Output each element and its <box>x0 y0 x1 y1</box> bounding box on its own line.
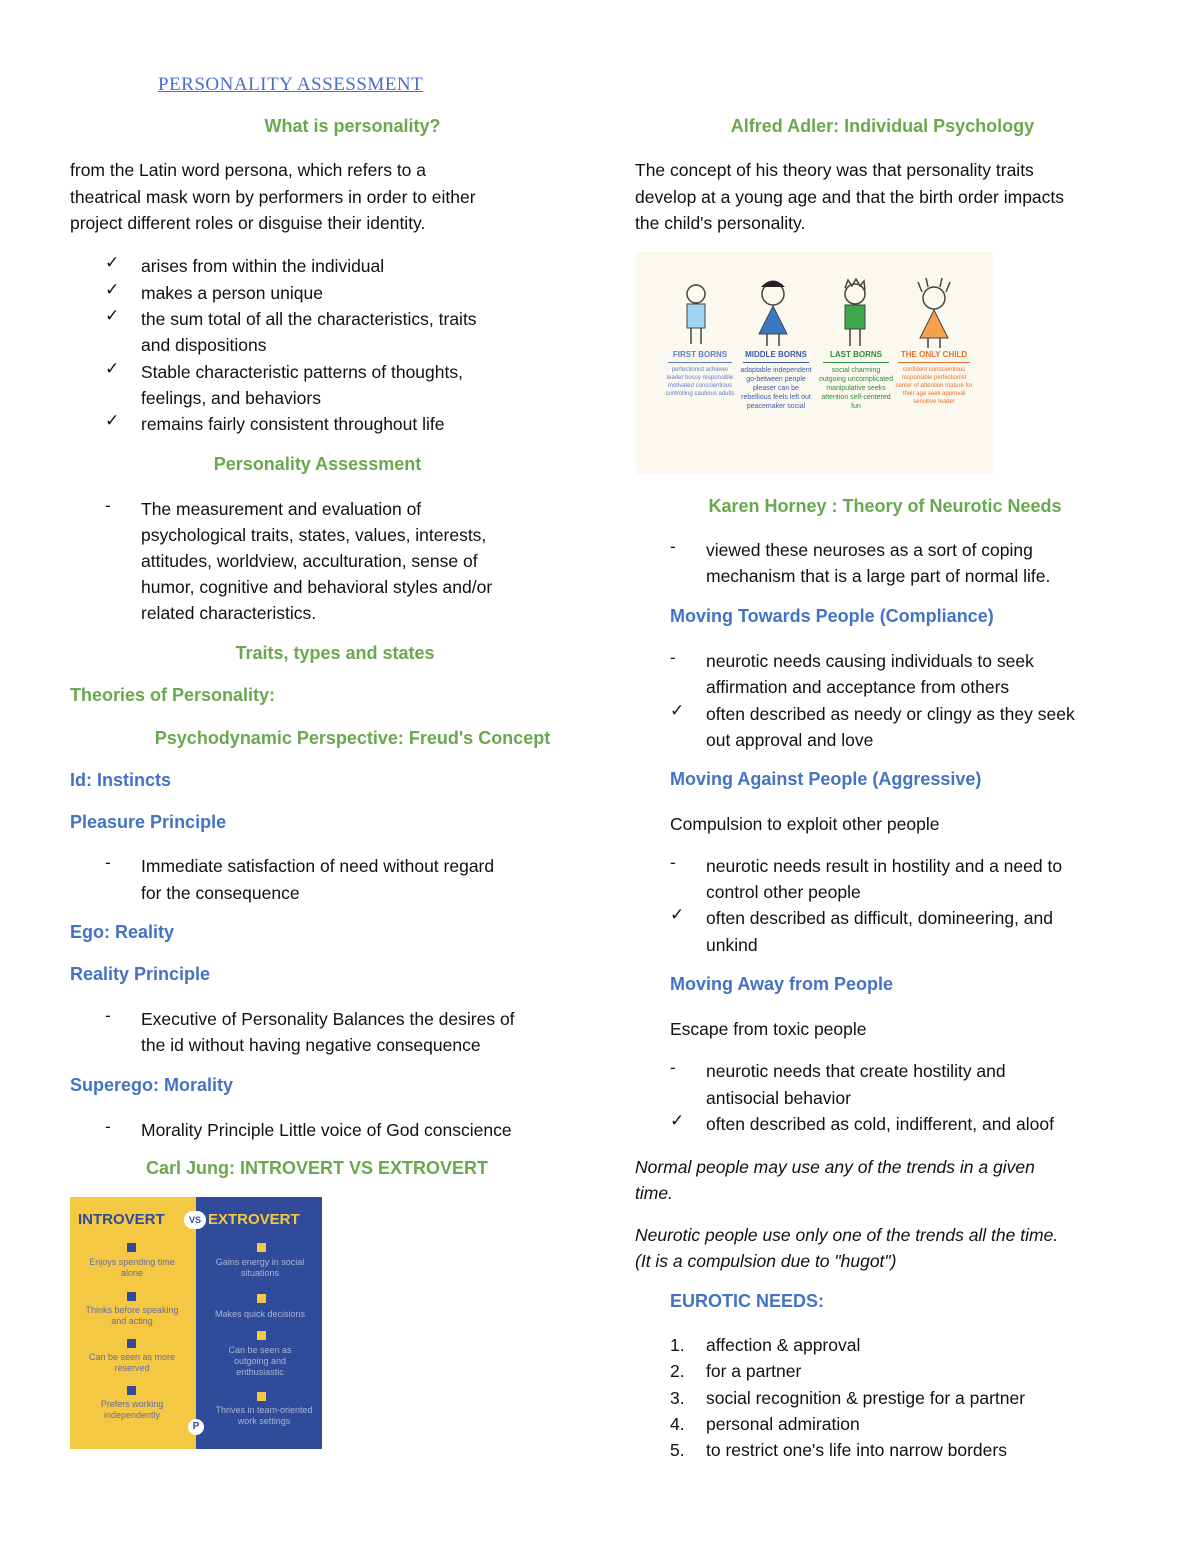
need-num: 1. <box>670 1335 685 1355</box>
extrovert-icon <box>257 1331 266 1340</box>
reality-line: Executive of Personality Balances the desires of <box>141 1009 515 1029</box>
page-title: PERSONALITY ASSESSMENT <box>158 74 424 95</box>
check-icon: ✓ <box>670 1111 685 1130</box>
vs-badge: VS <box>184 1211 206 1229</box>
id-heading: Id: Instincts <box>70 770 172 790</box>
need-num: 2. <box>670 1361 685 1381</box>
neurotic-line: Neurotic people use only one of the trends all the time. <box>635 1225 1059 1245</box>
introvert-item: Prefers working independently <box>100 1399 164 1420</box>
introvert-icon <box>127 1243 136 1252</box>
kid-label: FIRST BORNS <box>672 350 728 359</box>
check-item: remains fairly consistent throughout life <box>141 414 445 434</box>
adler-line: the child's personality. <box>635 213 806 233</box>
introvert-icon <box>127 1292 136 1301</box>
traits-heading: Traits, types and states <box>235 643 435 663</box>
away-plain: Escape from toxic people <box>670 1019 867 1039</box>
introvert-extrovert-image <box>70 1197 322 1449</box>
towards-heading: Moving Towards People (Compliance) <box>670 606 994 626</box>
adler-line: develop at a young age and that the birth order impacts <box>635 187 1065 207</box>
dash-bullet: - <box>670 537 676 556</box>
reality-line: the id without having negative consequence <box>141 1035 481 1055</box>
need-text: affection & approval <box>706 1335 861 1355</box>
against-dash-line: control other people <box>706 882 861 902</box>
pa-line: The measurement and evaluation of <box>141 499 422 519</box>
away-heading: Moving Away from People <box>670 974 894 994</box>
theories-heading: Theories of Personality: <box>70 685 276 705</box>
kid-underline <box>668 362 732 363</box>
adler-heading: Alfred Adler: Individual Psychology <box>730 116 1035 136</box>
check-item: makes a person unique <box>141 283 323 303</box>
check-item: Stable characteristic patterns of thoughts, <box>141 362 463 382</box>
psycho-heading: Psychodynamic Perspective: Freud's Concept <box>154 728 551 748</box>
need-num: 4. <box>670 1414 685 1434</box>
dash-bullet: - <box>670 853 676 872</box>
check-icon: ✓ <box>105 359 120 378</box>
pa-line: related characteristics. <box>141 603 317 623</box>
introvert-item: Thinks before speaking and acting <box>85 1305 179 1326</box>
extrovert-item: Gains energy in social situations <box>215 1257 305 1278</box>
only-child-figure <box>918 278 950 348</box>
check-icon: ✓ <box>670 701 685 720</box>
need-text: personal admiration <box>706 1414 860 1434</box>
away-dash-line: antisocial behavior <box>706 1088 851 1108</box>
kid-traits: social charming outgoing uncomplicated manipulative seeks attention self-centered fun <box>819 367 893 410</box>
check-item-cont: and dispositions <box>141 335 267 355</box>
pa-line: humor, cognitive and behavioral styles and/or <box>141 577 493 597</box>
extrovert-icon <box>257 1243 266 1252</box>
dash-bullet: - <box>105 853 111 872</box>
kid-traits: confident conscientious responsible perfectionist center of attention mature for their age seek approval sensitive leader <box>895 367 973 405</box>
introvert-label: INTROVERT <box>78 1211 165 1228</box>
pleasure-heading: Pleasure Principle <box>70 812 227 832</box>
normal-line: Normal people may use any of the trends in a given <box>635 1157 1035 1177</box>
kid-underline <box>898 362 970 363</box>
dash-bullet: - <box>670 1058 676 1077</box>
birth-order-image <box>636 252 993 474</box>
pleasure-line: Immediate satisfaction of need without regard <box>141 856 495 876</box>
need-text: for a partner <box>706 1361 802 1381</box>
what-heading: What is personality? <box>264 116 441 136</box>
neurotic-line: (It is a compulsion due to "hugot") <box>635 1251 897 1271</box>
extrovert-label: EXTROVERT <box>208 1211 300 1228</box>
dash-bullet: - <box>105 1006 111 1025</box>
last-born-figure <box>845 279 865 346</box>
adler-line: The concept of his theory was that personality traits <box>635 160 1034 180</box>
extrovert-item: Can be seen as outgoing and enthusiastic <box>228 1345 292 1377</box>
kid-label: MIDDLE BORNS <box>745 350 807 359</box>
against-check-line: unkind <box>706 935 758 955</box>
jung-heading: Carl Jung: INTROVERT VS EXTROVERT <box>145 1158 489 1178</box>
kid-traits: perfectionist achiever leader bossy responsible motivated conscientious controlling cautious adults <box>665 367 735 397</box>
extrovert-icon <box>257 1294 266 1303</box>
towards-dash-line: neurotic needs causing individuals to seek <box>706 651 1034 671</box>
horney-heading: Karen Horney : Theory of Neurotic Needs <box>708 496 1062 516</box>
dash-bullet: - <box>105 496 111 515</box>
pleasure-line: for the consequence <box>141 883 300 903</box>
check-icon: ✓ <box>105 306 120 325</box>
superego-line: Morality Principle Little voice of God conscience <box>141 1120 512 1140</box>
ego-heading: Ego: Reality <box>70 922 175 942</box>
towards-check-line: out approval and love <box>706 730 874 750</box>
away-check-line: often described as cold, indifferent, and aloof <box>706 1114 1054 1134</box>
check-icon: ✓ <box>105 280 120 299</box>
what-para-line-2: theatrical mask worn by performers in order to either <box>70 187 476 207</box>
extrovert-icon <box>257 1392 266 1401</box>
normal-line: time. <box>635 1183 673 1203</box>
what-para-line-3: project different roles or disguise their identity. <box>70 213 426 233</box>
introvert-item: Enjoys spending time alone <box>89 1257 175 1278</box>
need-num: 3. <box>670 1388 685 1408</box>
superego-heading: Superego: Morality <box>70 1075 234 1095</box>
kid-underline <box>743 362 809 363</box>
against-check-line: often described as difficult, domineering, and <box>706 908 1053 928</box>
need-text: social recognition & prestige for a partner <box>706 1388 1026 1408</box>
against-plain: Compulsion to exploit other people <box>670 814 940 834</box>
kid-traits: adaptable independent go-between people pleaser can be rebellious feels left out peacemaker social <box>740 367 812 410</box>
middle-born-figure <box>759 281 787 347</box>
against-heading: Moving Against People (Aggressive) <box>670 769 982 789</box>
extrovert-item: Makes quick decisions <box>214 1309 306 1319</box>
kids-drawing <box>636 252 993 474</box>
check-icon: ✓ <box>105 253 120 272</box>
check-icon: ✓ <box>670 905 685 924</box>
kid-label: THE ONLY CHILD <box>900 350 968 359</box>
need-text: to restrict one's life into narrow borders <box>706 1440 1007 1460</box>
check-item-cont: feelings, and behaviors <box>141 388 321 408</box>
publisher-logo: P <box>188 1419 204 1435</box>
pa-line: attitudes, worldview, acculturation, sense of <box>141 551 478 571</box>
against-dash-line: neurotic needs result in hostility and a need to <box>706 856 1063 876</box>
introvert-icon <box>127 1339 136 1348</box>
need-num: 5. <box>670 1440 685 1460</box>
check-item: arises from within the individual <box>141 256 385 276</box>
dash-bullet: - <box>105 1117 111 1136</box>
away-dash-line: neurotic needs that create hostility and <box>706 1061 1006 1081</box>
kid-label: LAST BORNS <box>830 350 882 359</box>
eurotic-heading: EUROTIC NEEDS: <box>670 1291 825 1311</box>
horney-line: viewed these neuroses as a sort of coping <box>706 540 1033 560</box>
first-born-figure <box>687 285 705 344</box>
towards-check-line: often described as needy or clingy as they seek <box>706 704 1075 724</box>
check-icon: ✓ <box>105 411 120 430</box>
pa-line: psychological traits, states, values, interests, <box>141 525 487 545</box>
pa-heading: Personality Assessment <box>213 454 422 474</box>
check-item: the sum total of all the characteristics, traits <box>141 309 477 329</box>
what-para-line-1: from the Latin word persona, which refers to a <box>70 160 427 180</box>
towards-dash-line: affirmation and acceptance from others <box>706 677 1010 697</box>
horney-line: mechanism that is a large part of normal life. <box>706 566 1051 586</box>
dash-bullet: - <box>670 648 676 667</box>
reality-heading: Reality Principle <box>70 964 211 984</box>
introvert-icon <box>127 1386 136 1395</box>
kid-underline <box>823 362 889 363</box>
extrovert-item: Thrives in team-oriented work settings <box>215 1405 313 1426</box>
introvert-item: Can be seen as more reserved <box>88 1352 176 1373</box>
